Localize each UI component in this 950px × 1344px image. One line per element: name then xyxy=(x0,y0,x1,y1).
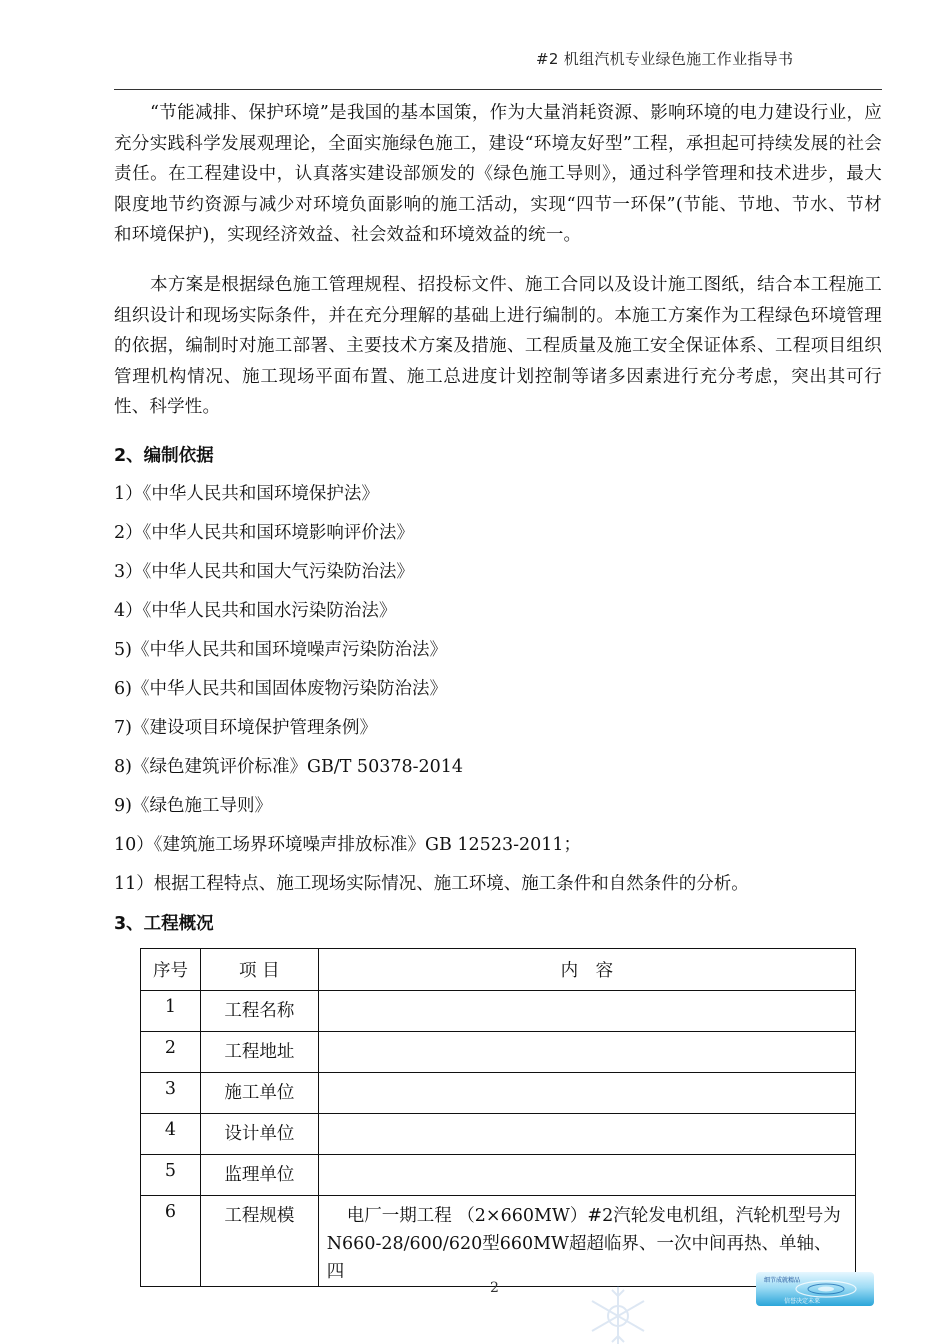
table-row xyxy=(141,1032,856,1073)
row-content xyxy=(318,1073,855,1114)
row-item: 设计单位 xyxy=(200,1114,318,1155)
list-item: 10）《建筑施工场界环境噪声排放标准》GB 12523-2011； xyxy=(114,835,582,855)
row-item: 工程规模 xyxy=(200,1196,318,1287)
row-number: 6 xyxy=(141,1196,201,1287)
intro-paragraph-2: 本方案是根据绿色施工管理规程、招投标文件、施工合同以及设计施工图纸，结合本工程施工组织设计和现场实际条件，并在充分理解的基础上进行编制的。本施工方案作为工程绿色环境管理的依据，编制时对施工部署、主要技术方案及措施、工程质量及施工安全保证体系、工程项目组织管理机构情况、施工现场平面布置、施工总进度计划控制等诸多因素进行充分考虑，突出其可行性、科学性。 xyxy=(114,275,882,417)
row-item: 工程地址 xyxy=(200,1032,318,1073)
list-item: 4）《中华人民共和国水污染防治法》 xyxy=(114,601,397,621)
header-divider xyxy=(114,89,882,90)
list-item: 6)《中华人民共和国固体废物污染防治法》 xyxy=(114,679,447,699)
row-item: 施工单位 xyxy=(200,1073,318,1114)
table-header-row xyxy=(141,949,856,991)
column-header-item: 项 目 xyxy=(200,949,318,991)
list-item: 11）根据工程特点、施工现场实际情况、施工环境、施工条件和自然条件的分析。 xyxy=(114,874,749,894)
row-content: 电厂一期工程 （2×660MW）#2汽轮发电机组，汽轮机型号为N660-28/600/620型660MW超超临界、一次中间再热、单轴、四 xyxy=(318,1196,855,1287)
document-title: #2 机组汽机专业绿色施工作业指导书 xyxy=(536,50,794,68)
row-item: 工程名称 xyxy=(200,991,318,1032)
table-row xyxy=(141,1155,856,1196)
row-content xyxy=(318,991,855,1032)
badge-slogan-bottom: 信誉决定未来 xyxy=(784,1298,821,1305)
row-number: 2 xyxy=(141,1032,201,1073)
list-item: 1）《中华人民共和国环境保护法》 xyxy=(114,484,379,504)
column-header-content: 内 容 xyxy=(318,949,855,991)
row-number: 1 xyxy=(141,991,201,1032)
list-item: 5)《中华人民共和国环境噪声污染防治法》 xyxy=(114,640,447,660)
intro-paragraph-1: “节能减排、保护环境”是我国的基本国策，作为大量消耗资源、影响环境的电力建设行业，应充分实践科学发展观理论，全面实施绿色施工，建设“环境友好型”工程，承担起可持续发展的社会责任。在工程建设中，认真落实建设部颁发的《绿色施工导则》，通过科学管理和技术进步，最大限度地节约资源与减少对环境负面影响的施工活动，实现“四节一环保”(节能、节地、节水、节材和环境保护)，实现经济效益、社会效益和环境效益的统一。 xyxy=(114,103,882,245)
list-item: 2）《中华人民共和国环境影响评价法》 xyxy=(114,523,414,543)
table-row xyxy=(141,1114,856,1155)
quality-logo-badge xyxy=(756,1272,874,1306)
row-item: 监理单位 xyxy=(200,1155,318,1196)
section-heading-basis: 2、编制依据 xyxy=(114,446,214,466)
list-item: 9)《绿色施工导则》 xyxy=(114,796,272,816)
snowflake-watermark-icon xyxy=(578,1282,658,1344)
list-item: 7)《建设项目环境保护管理条例》 xyxy=(114,718,377,738)
project-overview-table xyxy=(140,948,856,1287)
column-header-no: 序号 xyxy=(141,949,201,991)
table-row xyxy=(141,991,856,1032)
list-item: 8)《绿色建筑评价标准》GB/T 50378-2014 xyxy=(114,757,464,777)
section-heading-overview: 3、工程概况 xyxy=(114,914,214,934)
page-number: 2 xyxy=(490,1280,499,1296)
row-number: 4 xyxy=(141,1114,201,1155)
row-content xyxy=(318,1114,855,1155)
badge-slogan-top: 细节成就精品 xyxy=(764,1277,801,1284)
list-item: 3）《中华人民共和国大气污染防治法》 xyxy=(114,562,414,582)
table-row xyxy=(141,1073,856,1114)
row-content xyxy=(318,1155,855,1196)
row-number: 5 xyxy=(141,1155,201,1196)
row-content xyxy=(318,1032,855,1073)
row-number: 3 xyxy=(141,1073,201,1114)
reference-list xyxy=(114,481,749,910)
table-row xyxy=(141,1196,856,1287)
